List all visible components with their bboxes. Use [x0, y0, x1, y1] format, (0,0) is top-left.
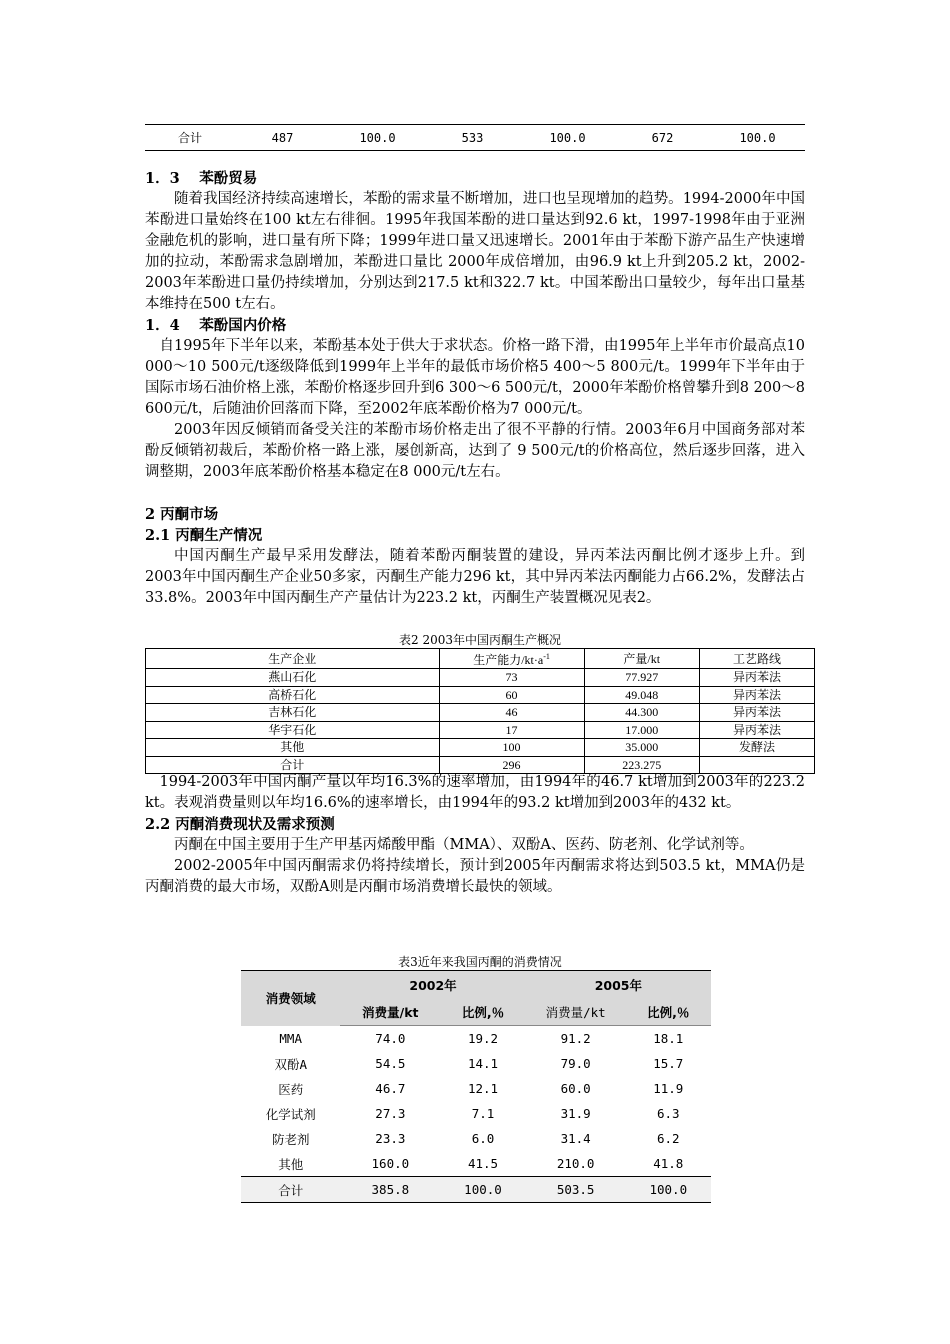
table-cell: 31.9: [560, 1106, 591, 1121]
table-cell: 双酚A: [274, 1056, 307, 1072]
table-header: 产量/kt: [584, 649, 699, 669]
table-cell: 60.0: [560, 1081, 591, 1096]
paragraph: 自1995年下半年以来，苯酚基本处于供大于求状态。价格一路下滑，由1995年上半年市价最高点10 000～10 500元/t逐级降低到1999年上半年的最低市场价格5 400～5 800元/t。1999年下半年由于国际市场石油价格上涨，苯酚价格逐步回升到6 300～6 500元/t，2000年苯酚价格曾攀升到8 200～8 600元/t，后随油价回落而下降，至2002年底苯酚价格为7 000元/t。: [145, 338, 805, 417]
subsection-heading: 2.1 丙酮生产情况: [145, 527, 263, 544]
table-cell: 吉林石化: [146, 704, 440, 722]
table-cell: 异丙苯法: [699, 686, 814, 704]
table-cell: 503.5: [526, 1177, 626, 1203]
table-cell: 7.1: [471, 1106, 495, 1121]
table3-block: [145, 936, 815, 1203]
table-row: [146, 739, 815, 757]
table-cell: 燕山石化: [146, 669, 440, 687]
table-caption: 表2 2003年中国丙酮生产概况: [399, 633, 561, 647]
body-text-2: [145, 772, 805, 898]
table-cell: 100: [439, 739, 584, 757]
table-cell: 41.8: [653, 1156, 684, 1171]
table-cell: 18.1: [653, 1031, 684, 1046]
table1-total: [145, 124, 805, 151]
table-header: 生产能力$/kt\cdot a^{-1}$: [439, 649, 584, 669]
table-cell: 14.1: [467, 1056, 499, 1071]
subsection-heading: 2.2 丙酮消费现状及需求预测: [145, 816, 335, 833]
table-cell: 15.7: [653, 1056, 684, 1071]
table-header: 生产企业: [146, 649, 440, 669]
table-row: [241, 1151, 711, 1177]
table-row: [146, 669, 815, 687]
table-cell: 合计: [146, 756, 440, 774]
table-cell: 385.8: [340, 1177, 440, 1203]
table-cell: 44.300: [584, 704, 699, 722]
table-cell: 73: [439, 669, 584, 687]
table-cell: 79.0: [560, 1056, 591, 1071]
table-row: [145, 125, 805, 151]
table-cell: 487: [271, 130, 294, 145]
table-cell: 672: [651, 130, 674, 145]
table-header: 2002年: [340, 971, 525, 999]
table-cell: 其他: [146, 739, 440, 757]
section-heading: 1．3 苯酚贸易: [145, 170, 258, 187]
table-cell: 医药: [278, 1081, 304, 1097]
table-row: [241, 1076, 711, 1101]
table-row: [146, 686, 815, 704]
table-cell: 223.275: [584, 756, 699, 774]
table-row: [241, 1051, 711, 1076]
table-cell: 6.0: [471, 1131, 495, 1146]
table-cell: 12.1: [467, 1081, 499, 1096]
paragraph: 2002-2005年中国丙酮需求仍将持续增长，预计到2005年丙酮需求将达到503.5 kt，MMA仍是丙酮消费的最大市场，双酚A则是丙酮市场消费增长最快的领域。: [145, 858, 805, 895]
table-cell: 100.0: [626, 1177, 711, 1203]
table-row: [146, 721, 815, 739]
table-row: [241, 1126, 711, 1151]
table-cell: MMA: [279, 1030, 302, 1046]
table-cell: 防老剂: [271, 1131, 310, 1147]
table-row: [241, 1101, 711, 1126]
table-cell: 合计: [177, 131, 202, 145]
table-cell: 100.0: [739, 130, 776, 145]
table-cell: 60: [439, 686, 584, 704]
paragraph: 丙酮在中国主要用于生产甲基丙烯酸甲酯（MMA）、双酚A、医药、防老剂、化学试剂等。: [174, 837, 754, 853]
paragraph: 随着我国经济持续高速增长，苯酚的需求量不断增加，进口也呈现增加的趋势。1994-2000年中国苯酚进口量始终在100 kt左右徘徊。1995年我国苯酚的进口量达到92.6 kt，1997-1998年由于亚洲金融危机的影响，进口量有所下降；1999年进口量又迅速增长。2001年由于苯酚下游产品生产快速增加的拉动，苯酚需求急剧增加，苯酚进口量比 2000年成倍增加，由96.9 kt上升到205.2 kt，2002-2003年苯酚进口量仍持续增加，分别达到217.5 kt和322.7 kt。中国苯酚出口量较少，每年出口量基本维持在500 t左右。: [145, 191, 805, 312]
table-header: 比例,％: [440, 998, 525, 1026]
table-header: 2005年: [526, 971, 711, 999]
table-cell: 49.048: [584, 686, 699, 704]
table-cell: 27.3: [375, 1106, 406, 1121]
table-cell: 华宇石化: [146, 721, 440, 739]
table3: [241, 970, 711, 1203]
table-cell: 74.0: [375, 1031, 406, 1046]
table-cell: 其他: [278, 1156, 304, 1172]
table-cell: 17.000: [584, 721, 699, 739]
table-cell: 100.0: [549, 130, 586, 145]
table-cell: 异丙苯法: [699, 721, 814, 739]
table-cell: 46: [439, 704, 584, 722]
table-cell: 160.0: [371, 1156, 410, 1171]
table-cell: 100.0: [440, 1177, 525, 1203]
table-cell: 210.0: [556, 1156, 595, 1171]
table-cell: 异丙苯法: [699, 669, 814, 687]
table-cell: 发酵法: [699, 739, 814, 757]
table-cell: [699, 756, 814, 774]
table-header-row: [241, 971, 711, 999]
table-cell: 6.2: [657, 1131, 680, 1146]
table-row: [146, 704, 815, 722]
table-cell: 23.3: [375, 1131, 406, 1146]
table2: [145, 648, 815, 774]
table-cell: 合计: [241, 1177, 340, 1203]
table-header-row: [146, 649, 815, 669]
table2-block: [145, 632, 815, 774]
body-text: [145, 168, 805, 609]
table-header: 消费领域: [241, 971, 340, 1026]
table-header: 消费量/kt: [340, 998, 440, 1026]
table-cell: 化学试剂: [265, 1106, 316, 1122]
table-cell: 31.4: [560, 1131, 591, 1146]
paragraph: 2003年因反倾销而备受关注的苯酚市场价格走出了很不平静的行情。2003年6月中国商务部对苯酚反倾销初裁后，苯酚价格一路上涨，屡创新高，达到了 9 500元/t的价格高位，然后逐步回落，进入调整期，2003年底苯酚价格基本稳定在8 000元/t左右。: [145, 422, 805, 480]
table-caption: 表3近年来我国丙酮的消费情况: [398, 955, 562, 969]
table-cell: 100.0: [359, 130, 396, 145]
table-header: 工艺路线: [699, 649, 814, 669]
table-cell: 6.3: [657, 1106, 680, 1121]
table-cell: 296: [439, 756, 584, 774]
section-heading: 2 丙酮市场: [145, 506, 219, 523]
table-cell: 异丙苯法: [699, 704, 814, 722]
table-header: 消费量/kt: [526, 998, 626, 1026]
table-total-row: [241, 1177, 711, 1203]
table-cell: 11.9: [653, 1081, 684, 1096]
paragraph: 1994-2003年中国丙酮产量以年均16.3%的速率增加，由1994年的46.7 kt增加到2003年的223.2 kt。表观消费量则以年均16.6%的速率增长，由1994年的93.2 kt增加到2003年的432 kt。: [145, 774, 805, 811]
table-cell: 高桥石化: [146, 686, 440, 704]
table-cell: 533: [461, 130, 484, 145]
paragraph: 中国丙酮生产最早采用发酵法，随着苯酚丙酮装置的建设，异丙苯法丙酮比例才逐步上升。到2003年中国丙酮生产企业50多家，丙酮生产能力296 kt，其中异丙苯法丙酮能力占66.2%，发酵法占33.8%。2003年中国丙酮生产产量估计为223.2 kt，丙酮生产装置概况见表2。: [145, 548, 805, 606]
section-heading: 1．4 苯酚国内价格: [145, 317, 287, 334]
table-cell: 41.5: [467, 1156, 499, 1171]
table-header: 比例,％: [626, 998, 711, 1026]
table-row: [241, 1026, 711, 1052]
table-cell: 91.2: [560, 1031, 591, 1046]
table-cell: 54.5: [375, 1056, 406, 1071]
table-row: [146, 756, 815, 774]
table-cell: 19.2: [467, 1031, 499, 1046]
table-cell: 77.927: [584, 669, 699, 687]
table-cell: 17: [439, 721, 584, 739]
table-cell: 35.000: [584, 739, 699, 757]
table-cell: 46.7: [375, 1081, 406, 1096]
